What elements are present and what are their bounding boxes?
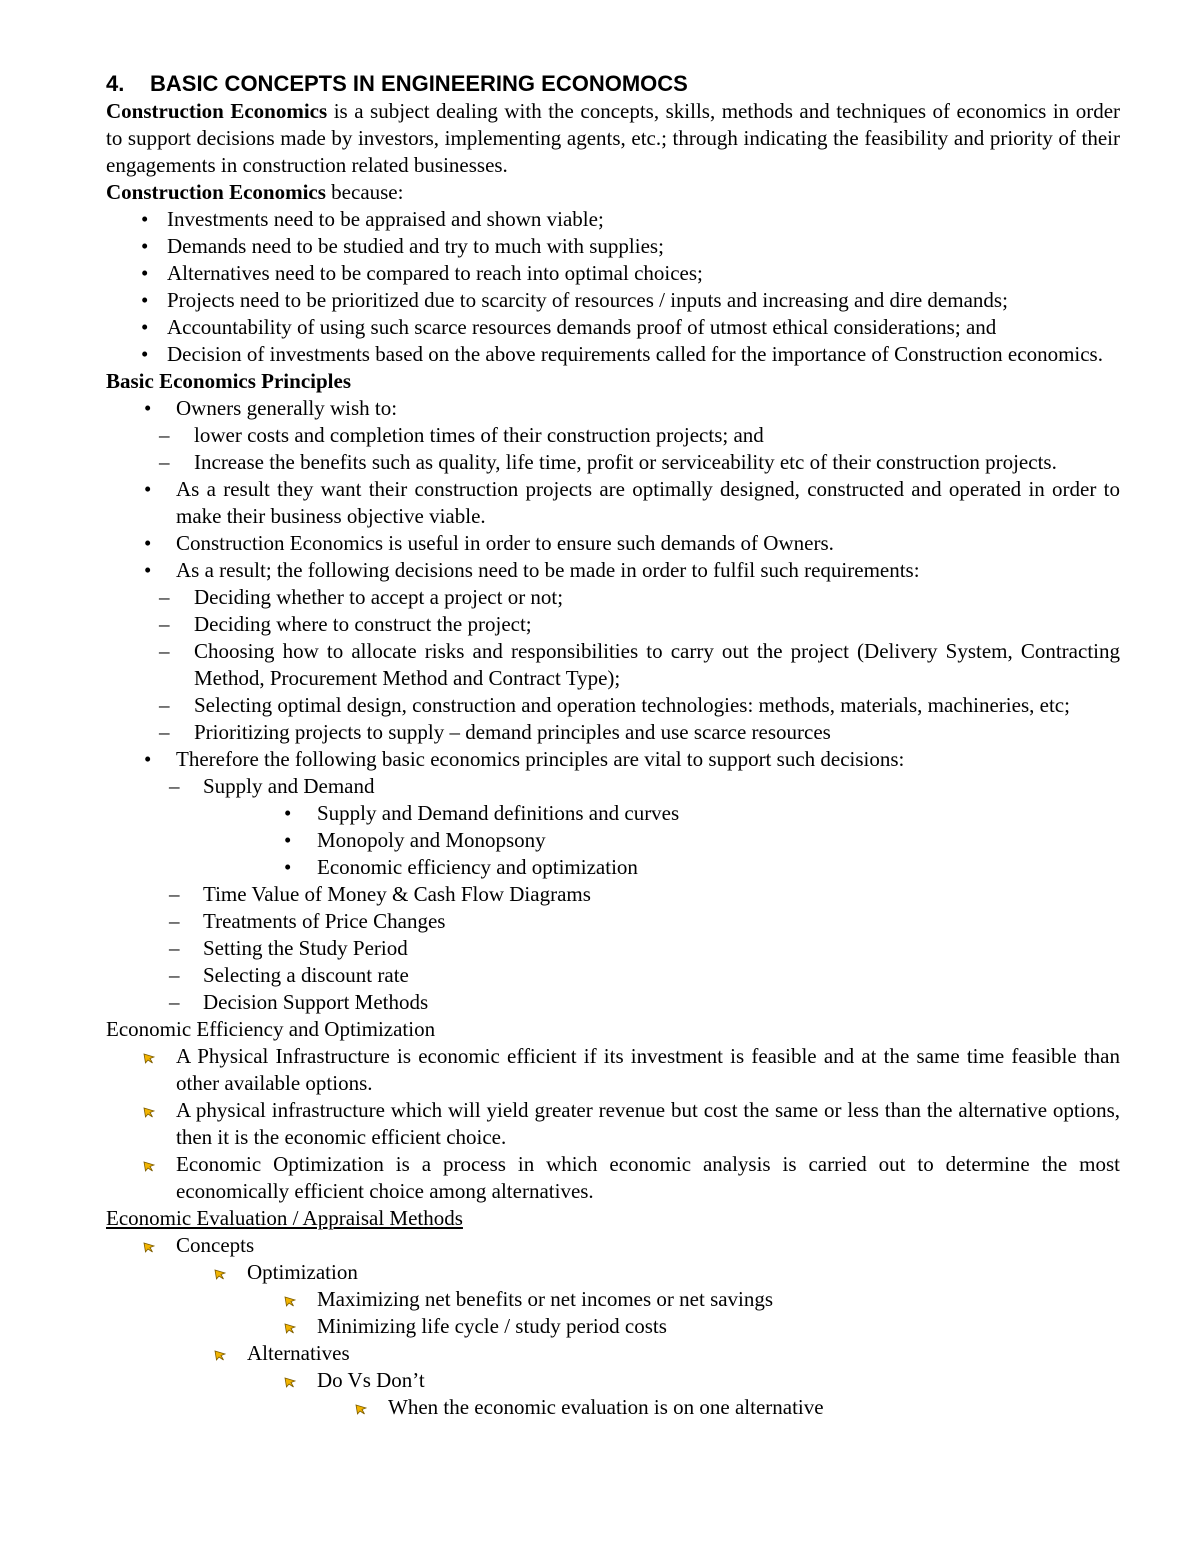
list-item: • Demands need to be studied and try to much with supplies; xyxy=(141,234,664,258)
document-page xyxy=(106,70,1120,1421)
list-item: – Time Value of Money & Cash Flow Diagrams xyxy=(169,882,591,906)
list-item: Maximizing net benefits or net incomes or net savings xyxy=(106,1286,1120,1313)
arrow-bullet-icon xyxy=(284,1322,296,1334)
dash-marker: – xyxy=(159,423,170,447)
bullet-marker: • xyxy=(141,288,149,312)
because-line xyxy=(106,179,1120,206)
dash-marker: – xyxy=(159,450,170,474)
list-item: Do Vs Don’t xyxy=(106,1367,1120,1394)
bullet-marker: • xyxy=(144,747,152,771)
arrow-bullet-icon xyxy=(143,1241,155,1253)
bullet-marker: • xyxy=(144,531,152,555)
efficiency-title: Economic Efficiency and Optimization xyxy=(106,1017,436,1041)
intro-text: is a subject dealing with the concepts, skills, methods and techniques of economics in order to support decisions made by investors, implementing agents, etc.; through indicating the feasibility and priority of their engagements in construction related businesses. xyxy=(106,99,1121,177)
arrow-bullet-icon xyxy=(284,1295,296,1307)
list-item: – Supply and Demand xyxy=(169,774,375,798)
evaluation-title: Economic Evaluation / Appraisal Methods xyxy=(106,1206,463,1230)
bullet-marker: • xyxy=(144,558,152,582)
list-item: • Owners generally wish to: xyxy=(144,396,398,420)
list-item: – Deciding whether to accept a project or not; xyxy=(159,585,564,609)
list-item: • Projects need to be prioritized due to scarcity of resources / inputs and increasing and dire demands; xyxy=(141,288,1008,312)
because-term: Construction Economics xyxy=(106,180,326,204)
arrow-bullet-icon xyxy=(355,1403,367,1415)
list-item: – lower costs and completion times of their construction projects; and xyxy=(159,423,764,447)
list-item: – Increase the benefits such as quality, life time, profit or serviceability etc of their construction projects. xyxy=(159,450,1057,474)
list-item: • As a result they want their construction projects are optimally designed, constructed and operated in order to make their business objective viable. xyxy=(144,477,1120,528)
list-item: A physical infrastructure which will yield greater revenue but cost the same or less than the alternative options, then it is the economic efficient choice. xyxy=(106,1097,1120,1151)
list-item: • Supply and Demand definitions and curves xyxy=(284,801,680,825)
principles-title: Basic Economics Principles xyxy=(106,369,351,393)
bullet-marker: • xyxy=(144,477,152,501)
list-item: • Economic efficiency and optimization xyxy=(284,855,638,879)
section-title: BASIC CONCEPTS IN ENGINEERING ECONOMOCS xyxy=(150,71,688,96)
bullet-marker: • xyxy=(284,801,292,825)
arrow-bullet-icon xyxy=(143,1052,155,1064)
dash-marker: – xyxy=(169,774,180,798)
list-item: Minimizing life cycle / study period costs xyxy=(106,1313,1120,1340)
section-number: 4. xyxy=(106,71,125,96)
list-item: – Selecting optimal design, construction and operation technologies: methods, materials, machineries, etc; xyxy=(159,693,1070,717)
efficiency-list xyxy=(106,1043,1120,1205)
dash-marker: – xyxy=(159,720,170,744)
list-item: – Deciding where to construct the project; xyxy=(159,612,532,636)
dash-marker: – xyxy=(169,882,180,906)
arrow-bullet-icon xyxy=(214,1268,226,1280)
dash-marker: – xyxy=(169,990,180,1014)
list-item: – Selecting a discount rate xyxy=(169,963,409,987)
bullet-marker: • xyxy=(141,342,149,366)
evaluation-list xyxy=(106,1232,1120,1421)
dash-marker: – xyxy=(169,963,180,987)
dash-marker: – xyxy=(169,936,180,960)
list-item: Alternatives xyxy=(106,1340,1120,1367)
section-heading xyxy=(106,70,1120,98)
dash-marker: – xyxy=(159,639,170,663)
list-item: A Physical Infrastructure is economic efficient if its investment is feasible and at the same time feasible than other available options. xyxy=(106,1043,1120,1097)
list-item: • Construction Economics is useful in order to ensure such demands of Owners. xyxy=(144,531,834,555)
arrow-bullet-icon xyxy=(214,1349,226,1361)
list-item: – Choosing how to allocate risks and responsibilities to carry out the project (Delivery System, Contracting Method, Procurement Method and Contract Type); xyxy=(159,639,1120,690)
intro-paragraph xyxy=(106,98,1120,179)
principles-list xyxy=(106,395,1120,1016)
list-item: • As a result; the following decisions need to be made in order to fulfil such requirements: xyxy=(144,558,920,582)
list-item: • Decision of investments based on the above requirements called for the importance of Construction economics. xyxy=(141,342,1103,366)
bullet-marker: • xyxy=(141,261,149,285)
bullet-marker: • xyxy=(141,234,149,258)
bullet-marker: • xyxy=(284,855,292,879)
because-list xyxy=(106,206,1120,368)
bullet-marker: • xyxy=(144,396,152,420)
dash-marker: – xyxy=(159,693,170,717)
list-item: • Investments need to be appraised and shown viable; xyxy=(141,207,604,231)
arrow-bullet-icon xyxy=(143,1160,155,1172)
list-item: – Prioritizing projects to supply – demand principles and use scarce resources xyxy=(159,720,831,744)
dash-marker: – xyxy=(159,612,170,636)
bullet-marker: • xyxy=(284,828,292,852)
bullet-marker: • xyxy=(141,207,149,231)
list-item: – Decision Support Methods xyxy=(169,990,429,1014)
because-text: because: xyxy=(325,180,404,204)
list-item: • Therefore the following basic economics principles are vital to support such decisions: xyxy=(144,747,905,771)
list-item: Optimization xyxy=(106,1259,1120,1286)
list-item: Economic Optimization is a process in which economic analysis is carried out to determine the most economically efficient choice among alternatives. xyxy=(106,1151,1120,1205)
list-item: Concepts xyxy=(106,1232,1120,1259)
dash-marker: – xyxy=(159,585,170,609)
list-item: When the economic evaluation is on one alternative xyxy=(106,1394,1120,1421)
list-item: – Treatments of Price Changes xyxy=(169,909,446,933)
list-item: • Alternatives need to be compared to reach into optimal choices; xyxy=(141,261,703,285)
list-item: • Accountability of using such scarce resources demands proof of utmost ethical considerations; and xyxy=(141,315,997,339)
list-item: • Monopoly and Monopsony xyxy=(284,828,546,852)
arrow-bullet-icon xyxy=(143,1106,155,1118)
intro-term: Construction Economics xyxy=(106,99,328,123)
dash-marker: – xyxy=(169,909,180,933)
arrow-bullet-icon xyxy=(284,1376,296,1388)
bullet-marker: • xyxy=(141,315,149,339)
list-item: – Setting the Study Period xyxy=(169,936,408,960)
